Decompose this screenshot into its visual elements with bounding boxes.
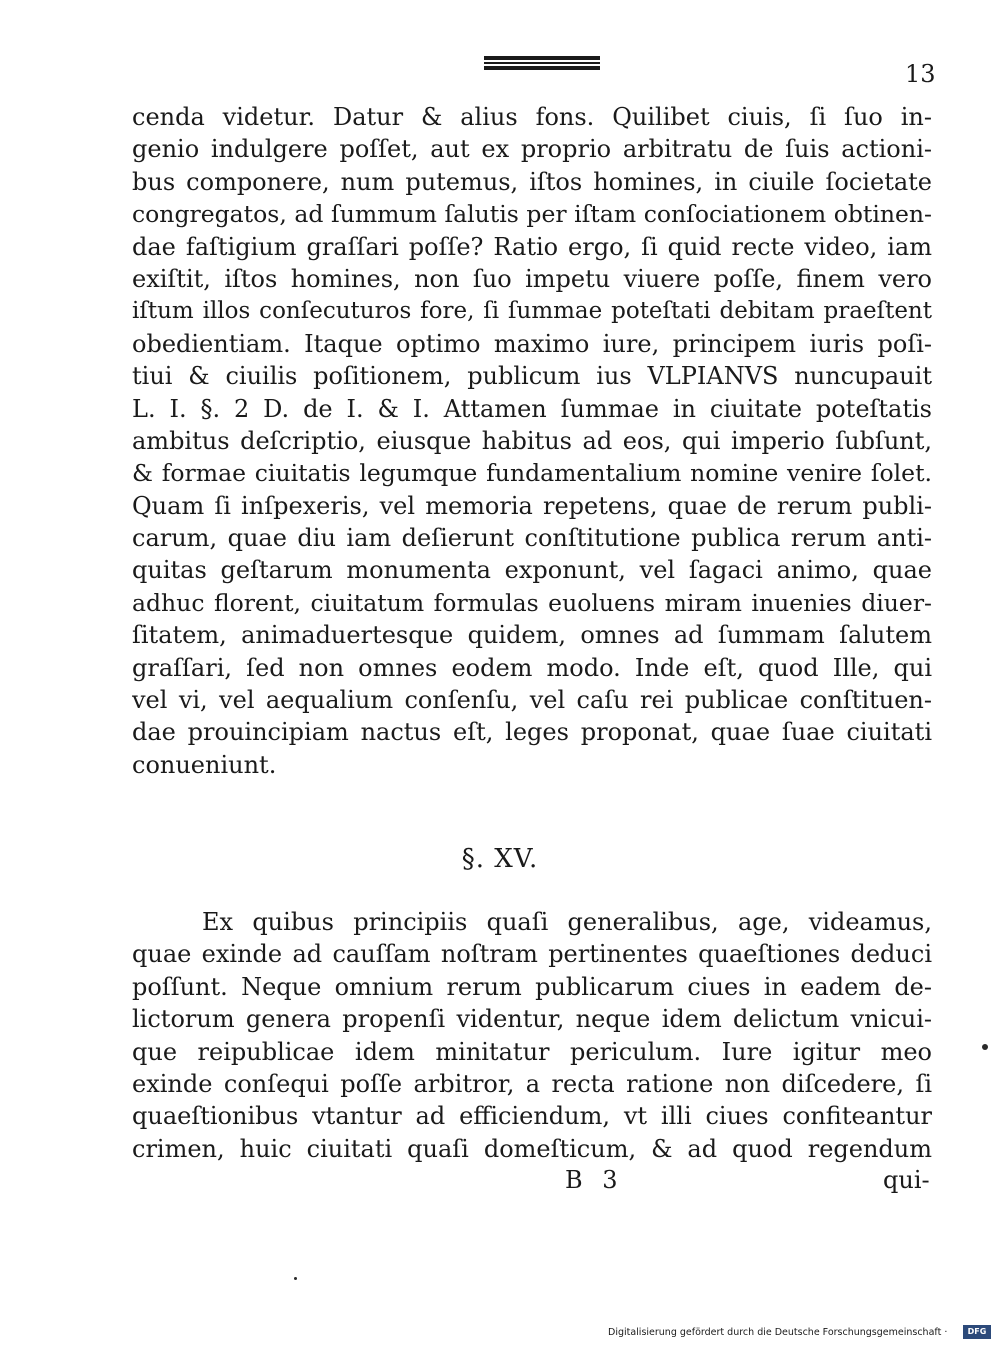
text-line: carum, quae diu iam deſierunt conſtitutione publica rerum anti- — [132, 524, 932, 553]
text-line: bus componere, num putemus, iſtos homines, in ciuile ſocietate — [132, 167, 932, 196]
ink-speck — [982, 1044, 988, 1050]
text-line: Ex quibus principiis quaſi generalibus, age, videamus, — [202, 908, 932, 936]
page-number: 13 — [905, 60, 936, 88]
ink-speck — [294, 1277, 297, 1280]
text-line: ſitatem, animaduertesque quidem, omnes ad ſummam ſalutem — [132, 621, 932, 650]
text-line: quaeſtionibus vtantur ad efficiendum, vt illi ciues confiteantur — [132, 1102, 932, 1131]
signature-mark: B 3 — [565, 1166, 624, 1194]
catchword: qui- — [883, 1166, 930, 1194]
text-line: crimen, huic ciuitati quaſi domeſticum, & ad quod regendum — [132, 1134, 932, 1163]
text-line: exinde conſequi poſſe arbitror, a recta ratione non diſcedere, ſi — [132, 1069, 932, 1098]
text-line: dae prouincipiam nactus eſt, leges proponat, quae ſuae ciuitati — [132, 718, 932, 747]
dfg-logo-icon: DFG — [963, 1325, 991, 1339]
text-line: congregatos, ad ſummum ſalutis per iſtam conſociationem obtinen- — [132, 200, 932, 229]
text-line: L. I. §. 2 D. de I. & I. Attamen ſummae in ciuitate poteſtatis — [132, 394, 932, 423]
text-line: & formae ciuitatis legumque fundamentalium nomine venire ſolet. — [132, 459, 932, 488]
text-line: dae faſtigium graſſari poſſe? Ratio ergo, ſi quid recte video, iam — [132, 232, 932, 261]
text-line: quitas geſtarum monumenta exponunt, vel ſagaci animo, quae — [132, 556, 932, 585]
text-line: ambitus deſcriptio, eiusque habitus ad eos, qui imperio ſubſunt, — [132, 426, 932, 455]
text-line: iſtum illos conſecuturos fore, ſi ſummae poteſtati debitam praeſtent — [132, 298, 932, 325]
text-line: cenda videtur. Datur & alius fons. Quilibet ciuis, ſi ſuo in- — [132, 103, 932, 131]
section-heading: §. XV. — [461, 844, 539, 874]
text-line: que reipublicae idem minitatur periculum. Iure igitur meo — [132, 1037, 932, 1066]
text-line: exiſtit, iſtos homines, non ſuo impetu viuere poſſe, finem vero — [132, 264, 932, 293]
text-line: genio indulgere poſſet, aut ex proprio arbitratu de ſuis actioni- — [132, 135, 932, 164]
text-line: conueniunt. — [132, 750, 277, 779]
text-line: Quam ſi inſpexeris, vel memoria repetens, quae de rerum publi- — [132, 491, 932, 520]
double-rule-ornament-icon — [484, 56, 600, 72]
text-line: tiui & ciuilis poſitionem, publicum ius VLPIANVS nuncupauit — [132, 362, 932, 391]
text-line: lictorum genera propenſi videntur, neque idem delictum vnicui- — [132, 1005, 932, 1034]
text-line: vel vi, vel aequalium conſenſu, vel caſu rei publicae conſtituen- — [132, 686, 932, 715]
text-line: obedientiam. Itaque optimo maximo iure, principem iuris poſi- — [132, 329, 932, 358]
text-line: adhuc florent, ciuitatum formulas euoluens miram inuenies diuer- — [132, 588, 932, 617]
text-line: graſſari, ſed non omnes eodem modo. Inde eſt, quod Ille, qui — [132, 653, 932, 682]
text-line: quae exinde ad cauſſam noſtram pertinentes quaeſtiones deduci — [132, 940, 932, 969]
paragraph-1 — [132, 101, 932, 781]
digitization-note: Digitalisierung gefördert durch die Deutsche Forschungsgemeinschaft · — [608, 1327, 948, 1338]
text-line: poſſunt. Neque omnium rerum publicarum ciues in eadem de- — [132, 972, 932, 1001]
paragraph-2 — [132, 906, 932, 1165]
